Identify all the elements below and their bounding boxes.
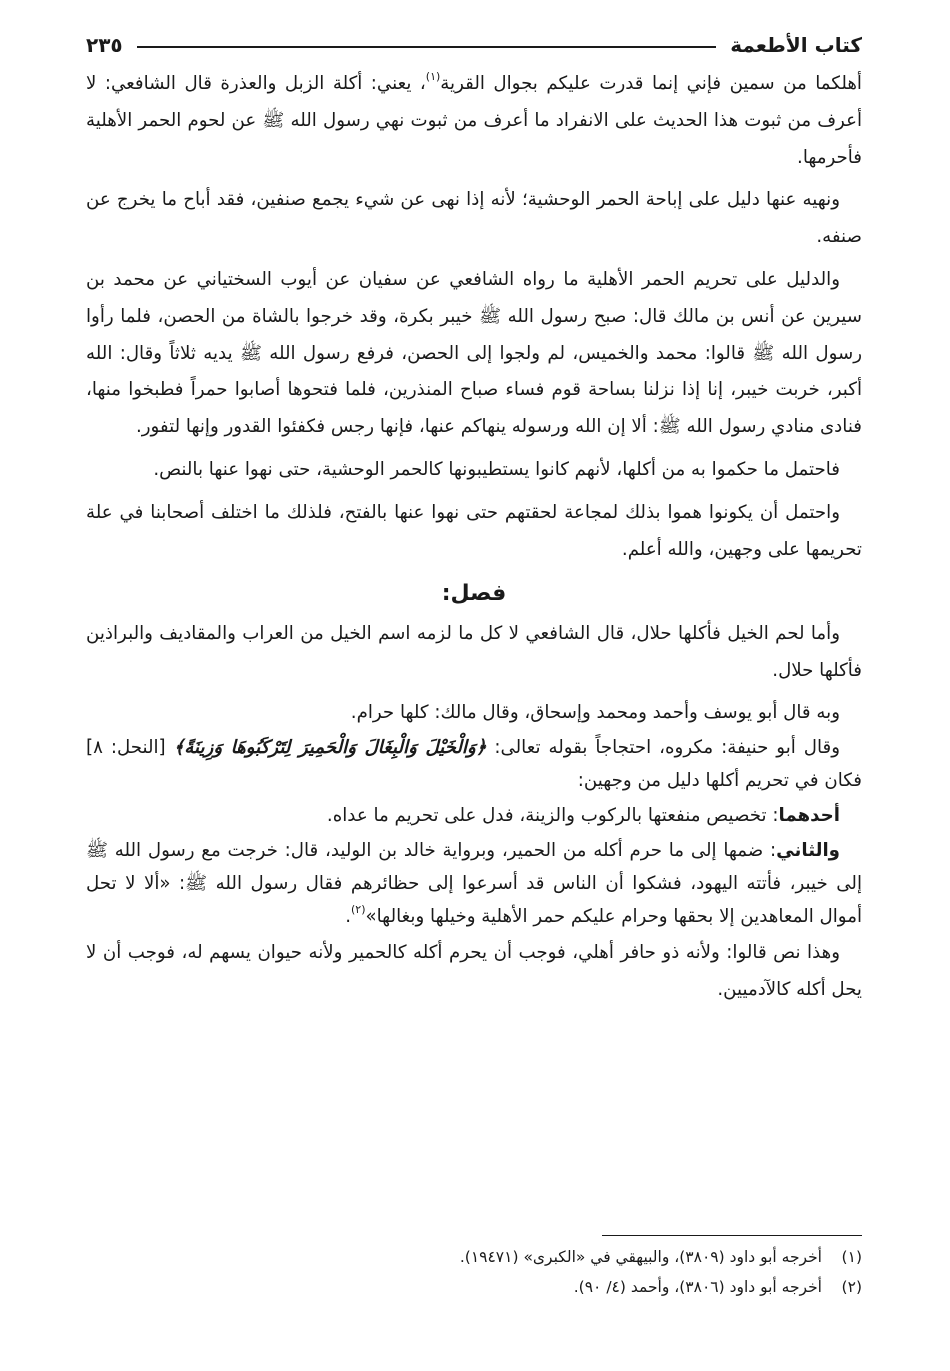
footnote-1 (86, 1242, 862, 1272)
paragraph-2: ونهيه عنها دليل على إباحة الحمر الوحشية؛ لأنه إذا نهى عن شيء يجمع صنفين، فقد أباح ما يخرج عن صنفه. (86, 189, 862, 248)
paragraph-1 (86, 66, 862, 176)
footnote-1-text: أخرجه أبو داود (٣٨٠٩)، والبيهقي في «الكبرى» (١٩٤٧١). (459, 1248, 822, 1266)
footnote-rule (602, 1235, 862, 1236)
footnote-2 (86, 1272, 862, 1302)
paragraph-11: وهذا نص قالوا: ولأنه ذو حافر أهلي، فوجب أن يحرم أكله كالحمير ولأنه حيوان يسهم له، فوجب أن لا يحل أكله كالآدميين. (86, 941, 862, 1000)
footnote-ref-2[interactable]: (٢) (351, 902, 366, 916)
footnote-1-number: (١) (841, 1248, 862, 1266)
footnote-2-text: أخرجه أبو داود (٣٨٠٦)، وأحمد (٤/ ٩٠). (573, 1278, 822, 1296)
body-text (86, 66, 862, 1009)
footnote-ref-1[interactable]: (١) (425, 69, 441, 83)
paragraph-8-rest: [النحل: ٨] فكان في تحريم أكلها دليل من وجهين: (86, 736, 862, 791)
first-point-lead: أحدهما (778, 804, 840, 826)
paragraph-10-text: : ضمها إلى ما حرم أكله من الحمير، وبرواية خالد بن الوليد، قال: خرجت مع رسول الله ﷺ إلى خيبر، فأتته اليهود، فشكوا أن الناس قد أسرعوا إلى حظائرهم فقال رسول الله ﷺ: «ألا لا تحل أموال المعاهدين إلا بحقها وحرام عليكم حمر الأهلية وخيلها وبغالها» (86, 839, 862, 927)
paragraph-5: واحتمل أن يكونوا هموا بذلك لمجاعة لحقتهم حتى نهوا عنها بالفتح، فلذلك ما اختلف أصحابنا في علة تحريمها على وجهين، والله أعلم. (86, 501, 862, 560)
footnote-2-number: (٢) (841, 1278, 862, 1296)
quran-verse: ﴿وَالْخَيْلَ وَالْبِغَالَ وَالْحَمِيرَ لِتَرْكَبُوهَا وَزِينَةً﴾ (173, 736, 487, 758)
running-head (86, 28, 862, 62)
paragraph-8-text: وقال أبو حنيفة: مكروه، احتجاجاً بقوله تعالى: (486, 736, 840, 758)
header-rule (137, 46, 717, 48)
paragraph-9 (86, 799, 862, 832)
footnotes (86, 1235, 862, 1302)
page (86, 28, 862, 1341)
paragraph-8 (86, 731, 862, 797)
second-point-lead: والثاني (776, 839, 840, 861)
section-heading: فصل: (441, 581, 507, 607)
book-title: كتاب الأطعمة (730, 33, 862, 57)
paragraph-6: وأما لحم الخيل فأكلها حلال، قال الشافعي لا كل ما لزمه اسم الخيل من العراب والمقاديف والبراذين فأكلها حلال. (86, 623, 862, 682)
paragraph-4: فاحتمل ما حكموا به من أكلها، لأنهم كانوا يستطيبونها كالحمر الوحشية، حتى نهوا عنها بالنص. (153, 458, 840, 480)
paragraph-10-end: . (345, 905, 351, 927)
page-number: ٢٣٥ (86, 33, 123, 57)
paragraph-3: والدليل على تحريم الحمر الأهلية ما رواه الشافعي عن سفيان عن أيوب السختياني عن محمد بن سيرين عن أنس بن مالك قال: صبح رسول الله ﷺ خيبر بكرة، وقد خرجوا بالشاة من الحصن، فلما رأوا رسول الله ﷺ قالوا: محمد والخميس، لم ولجوا إلى الحصن، فرفع رسول الله ﷺ يديه ثلاثاً وقال: الله أكبر، خربت خيبر، إنا إذا نزلنا بساحة قوم فساء صباح المنذرين، فلما فتحوها أصابوا حمراً فطبخوا منها، فنادى منادي رسول الله ﷺ: ألا إن الله ورسوله ينهاكم عنها، فإنها رجس فكفئوا القدور وإنها لتفور. (86, 268, 862, 438)
paragraph-1-rest: ، يعني: أكلة الزبل والعذرة قال الشافعي: لا أعرف من ثبوت هذا الحديث على الانفراد ما أعرف من ثبوت نهي رسول الله ﷺ عن لحوم الحمر الأهلية فأحرمها. (86, 73, 862, 168)
paragraph-9-text: : تخصيص منفعتها بالركوب والزينة، فدل على تحريم ما عداه. (326, 804, 779, 826)
paragraph-1-text: أهلكما من سمين فإني إنما قدرت عليكم بجوال القرية (440, 73, 862, 94)
paragraph-7: وبه قال أبو يوسف وأحمد ومحمد وإسحاق، وقال مالك: كلها حرام. (350, 701, 840, 723)
paragraph-10 (86, 834, 862, 933)
